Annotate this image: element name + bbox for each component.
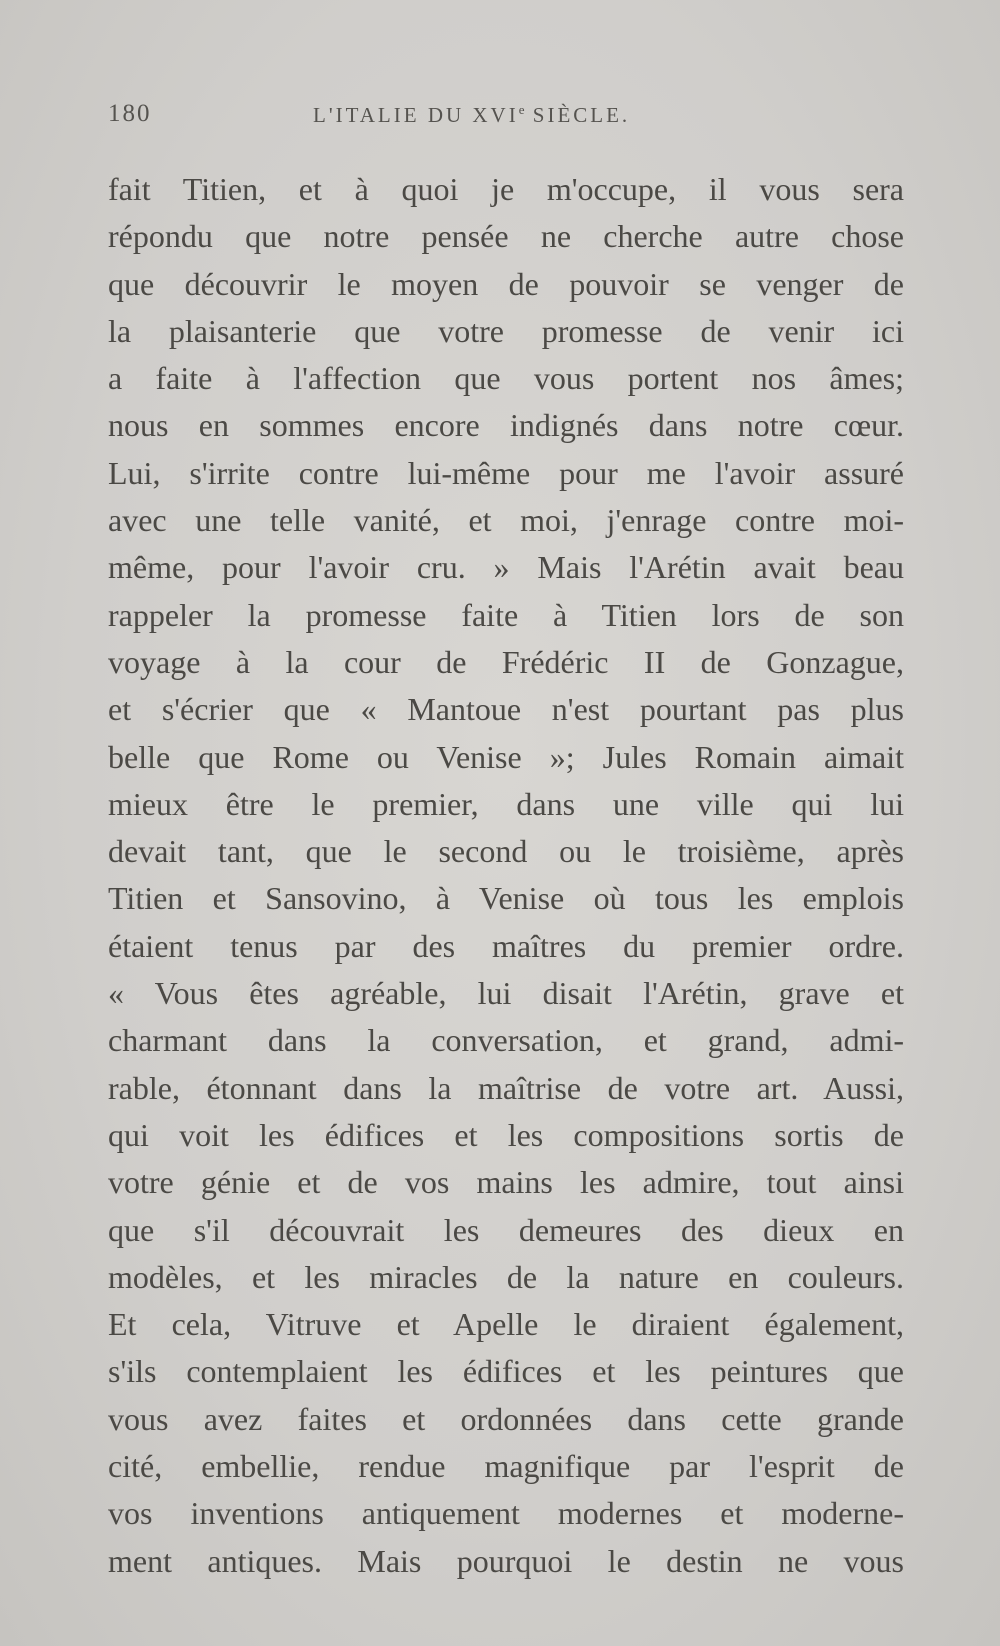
text-line: modèles, et les miracles de la nature en couleurs. — [108, 1258, 904, 1295]
text-line: fait Titien, et à quoi je m'occupe, il vous sera — [108, 171, 904, 207]
body-text — [108, 166, 904, 1585]
text-line: Lui, s'irrite contre lui-même pour me l'avoir assuré — [108, 454, 904, 491]
text-line: répondu que notre pensée ne cherche autre chose — [108, 218, 904, 255]
text-line: la plaisanterie que votre promesse de venir ici — [108, 312, 904, 349]
text-line: rable, étonnant dans la maîtrise de votre art. Aussi, — [108, 1069, 904, 1106]
text-line: belle que Rome ou Venise »; Jules Romain aimait — [108, 738, 904, 775]
running-title — [313, 102, 630, 128]
text-line: rappeler la promesse faite à Titien lors de son — [108, 596, 904, 633]
text-line: s'ils contemplaient les édifices et les peintures que — [108, 1353, 904, 1390]
text-line: que découvrir le moyen de pouvoir se venger de — [108, 265, 904, 302]
text-line: qui voit les édifices et les compositions sortis de — [108, 1116, 904, 1153]
text-line: Titien et Sansovino, à Venise où tous les emplois — [108, 880, 904, 917]
text-line: avec une telle vanité, et moi, j'enrage contre moi- — [108, 502, 904, 539]
text-line: vous avez faites et ordonnées dans cette grande — [108, 1400, 904, 1437]
text-line: devait tant, que le second ou le troisième, après — [108, 833, 904, 870]
text-line: cité, embellie, rendue magnifique par l'esprit de — [108, 1448, 904, 1485]
text-line: que s'il découvrait les demeures des dieux en — [108, 1211, 904, 1248]
text-line: charmant dans la conversation, et grand, admi- — [108, 1022, 904, 1059]
running-title-end: SIÈCLE. — [524, 103, 631, 127]
text-line: a faite à l'affection que vous portent nos âmes; — [108, 360, 904, 397]
page-number: 180 — [108, 100, 152, 127]
running-title-main: L'ITALIE DU XVI — [313, 103, 519, 127]
running-title-superscript: e — [518, 102, 525, 117]
text-line: mieux être le premier, dans une ville qui lui — [108, 785, 904, 822]
text-line: Et cela, Vitruve et Apelle le diraient également, — [108, 1306, 904, 1343]
text-line: et s'écrier que « Mantoue n'est pourtant pas plus — [108, 691, 904, 728]
text-line: même, pour l'avoir cru. » Mais l'Arétin avait beau — [108, 549, 904, 586]
text-line: votre génie et de vos mains les admire, tout ainsi — [108, 1164, 904, 1201]
text-line: étaient tenus par des maîtres du premier ordre. — [108, 927, 904, 964]
text-line: « Vous êtes agréable, lui disait l'Arétin, grave et — [108, 975, 904, 1012]
text-line: ment antiques. Mais pourquoi le destin ne vous — [108, 1542, 904, 1579]
text-line: vos inventions antiquement modernes et moderne- — [108, 1495, 904, 1532]
text-line: voyage à la cour de Frédéric II de Gonzague, — [108, 643, 904, 680]
running-head — [108, 100, 908, 140]
text-line: nous en sommes encore indignés dans notre cœur. — [108, 407, 904, 444]
